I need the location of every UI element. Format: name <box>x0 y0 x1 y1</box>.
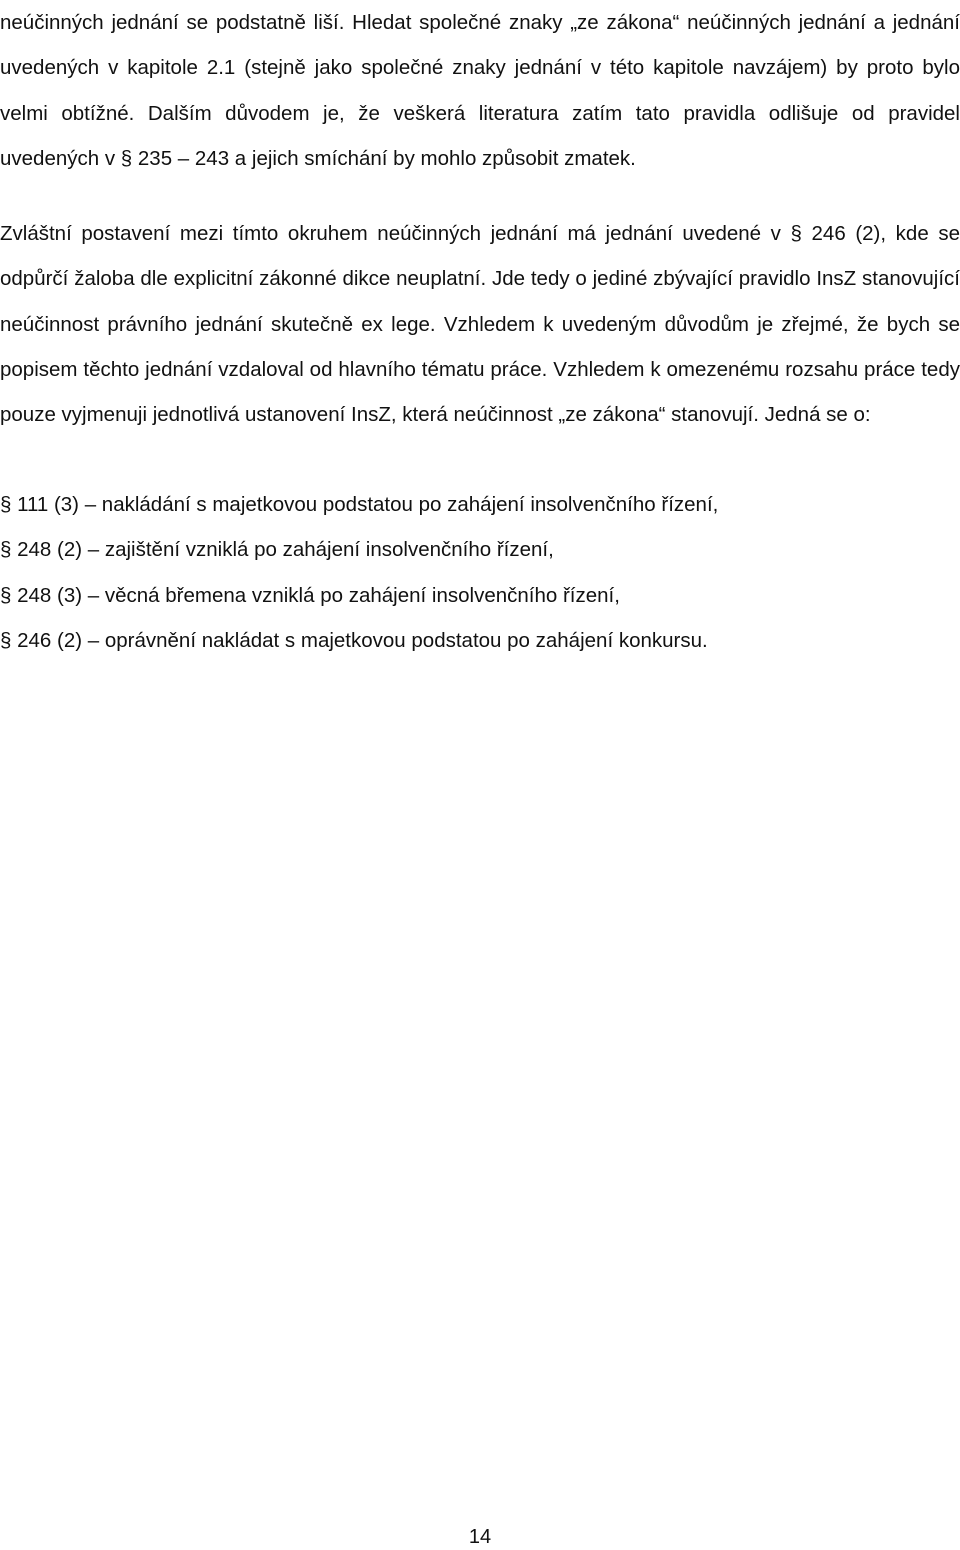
list-item: § 111 (3) – nakládání s majetkovou podstatou po zahájení insolvenčního řízení, <box>0 493 719 516</box>
paragraph-ex-lege-intro: neúčinných jednání se podstatně liší. Hledat společné znaky „ze zákona“ neúčinných jednání a jednání uvedených v kapitole 2.1 (stejně jako společné znaky jednání v této kapitole navzájem) by proto bylo velmi obtížné. Dalším důvodem je, že veškerá literatura zatím tato pravidla odlišuje od pravidel uvedených v § 235 – 243 a jejich smíchání by mohlo způsobit zmatek. <box>0 11 960 170</box>
paragraph-special-position: Zvláštní postavení mezi tímto okruhem neúčinných jednání má jednání uvedené v § 246 (2), kde se odpůrčí žaloba dle explicitní zákonné dikce neuplatní. Jde tedy o jediné zbývající pravidlo InsZ stanovující neúčinnost právního jednání skutečně ex lege. Vzhledem k uvedeným důvodům je zřejmé, že bych se popisem těchto jednání vzdaloval od hlavního tématu práce. Vzhledem k omezenému rozsahu práce tedy pouze vyjmenuji jednotlivá ustanovení InsZ, která neúčinnost „ze zákona“ stanovují. Jedná se o: <box>0 222 960 427</box>
provisions-list <box>0 482 960 663</box>
list-item: § 248 (2) – zajištění vzniklá po zahájení insolvenčního řízení, <box>0 538 554 562</box>
list-item: § 246 (2) – oprávnění nakládat s majetkovou podstatou po zahájení konkursu. <box>0 628 708 652</box>
page-number: 14 <box>468 1526 492 1548</box>
list-item: § 248 (3) – věcná břemena vzniklá po zahájení insolvenčního řízení, <box>0 583 620 607</box>
